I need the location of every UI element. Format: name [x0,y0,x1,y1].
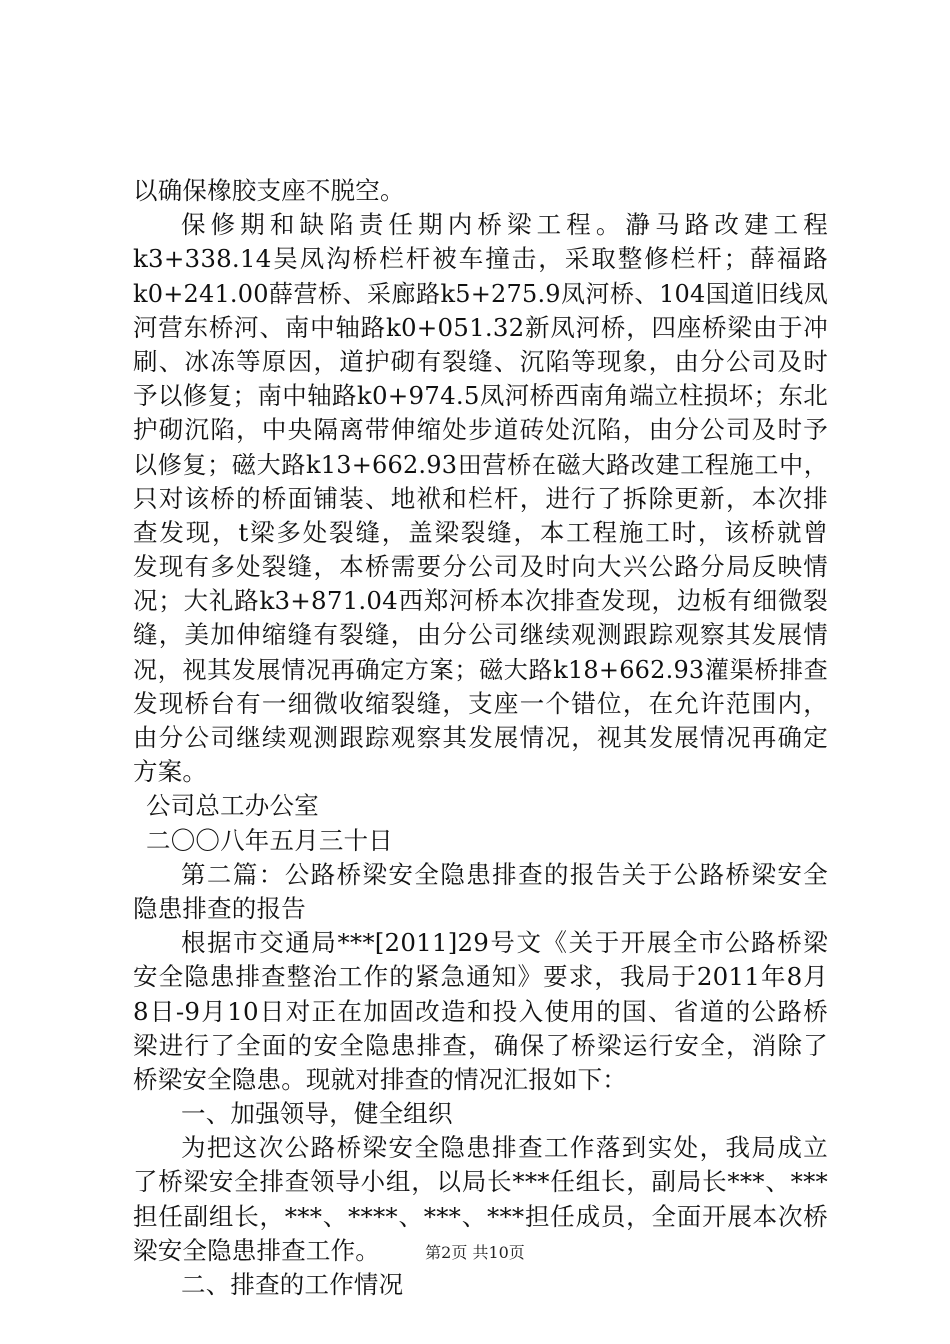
text-line: 只对该桥的桥面铺装、地袱和栏杆，进行了拆除更新，本次排 [133,483,828,513]
text-line: 以修复；磁大路k13+662.93田营桥在磁大路改建工程施工中， [133,450,828,479]
text-line: 担任副组长，***、****、***、***担任成员，全面开展本次桥 [133,1201,828,1231]
text-line: 梁进行了全面的安全隐患排查，确保了桥梁运行安全，消除了 [133,1030,828,1060]
text-line: 第二篇：公路桥梁安全隐患排查的报告关于公路桥梁安全 [181,859,828,889]
text-line: k0+241.00薛营桥、采廊路k5+275.9凤河桥、104国道旧线凤 [133,279,828,308]
text-line: 8日-9月10日对正在加固改造和投入使用的国、省道的公路桥 [133,996,828,1026]
text-line: 二〇〇八年五月三十日 [146,825,393,855]
document-body [133,174,828,1302]
text-line: 公司总工办公室 [146,791,319,821]
text-line: 根据市交通局***[2011]29号文《关于开展全市公路桥梁 [181,928,828,958]
text-line: 隐患排查的报告 [133,893,306,923]
text-line: 了桥梁安全排查领导小组，以局长***任组长，副局长***、*** [133,1167,828,1197]
text-line: 由分公司继续观测跟踪观察其发展情况，视其发展情况再确定 [133,723,828,752]
text-line: k3+338.14吴凤沟桥栏杆被车撞击，采取整修栏杆；薛福路 [133,244,828,274]
text-line: 查发现，t梁多处裂缝，盖梁裂缝，本工程施工时，该桥就曾 [133,517,828,547]
text-line: 发现有多处裂缝，本桥需要分公司及时向大兴公路分局反映情 [133,552,828,582]
text-line: 梁安全隐患排查工作。 [133,1235,380,1265]
text-line: 二、排查的工作情况 [181,1270,404,1299]
text-line: 河营东桥河、南中轴路k0+051.32新凤河桥，四座桥梁由于冲 [133,312,828,342]
text-line: 刷、冰冻等原因，道护砌有裂缝、沉陷等现象，由分公司及时 [133,346,828,376]
text-line: 以确保橡胶支座不脱空。 [133,176,405,205]
text-line: 方案。 [133,757,208,787]
text-line: 发现桥台有一细微收缩裂缝，支座一个错位，在允许范围内， [133,688,828,718]
text-line: 况；大礼路k3+871.04西郑河桥本次排查发现，边板有细微裂 [133,586,828,616]
text-line: 护砌沉陷，中央隔离带伸缩处步道砖处沉陷，由分公司及时予 [133,415,828,445]
text-line: 一、加强领导，健全组织 [181,1099,453,1129]
page-footer: 第2页 共10页 [425,1243,525,1262]
text-line: 缝，美加伸缩缝有裂缝，由分公司继续观测跟踪观察其发展情 [133,620,828,650]
text-line: 予以修复；南中轴路k0+974.5凤河桥西南角端立柱损坏；东北 [133,381,828,411]
text-line: 安全隐患排查整治工作的紧急通知》要求，我局于2011年8月 [133,962,828,992]
text-line: 为把这次公路桥梁安全隐患排查工作落到实处，我局成立 [181,1133,828,1163]
text-line: 桥梁安全隐患。现就对排查的情况汇报如下： [133,1064,627,1094]
text-line: 况，视其发展情况再确定方案；磁大路k18+662.93灌渠桥排查 [133,655,828,684]
text-line: 保修期和缺陷责任期内桥梁工程。瀞马路改建工程 [181,210,828,240]
